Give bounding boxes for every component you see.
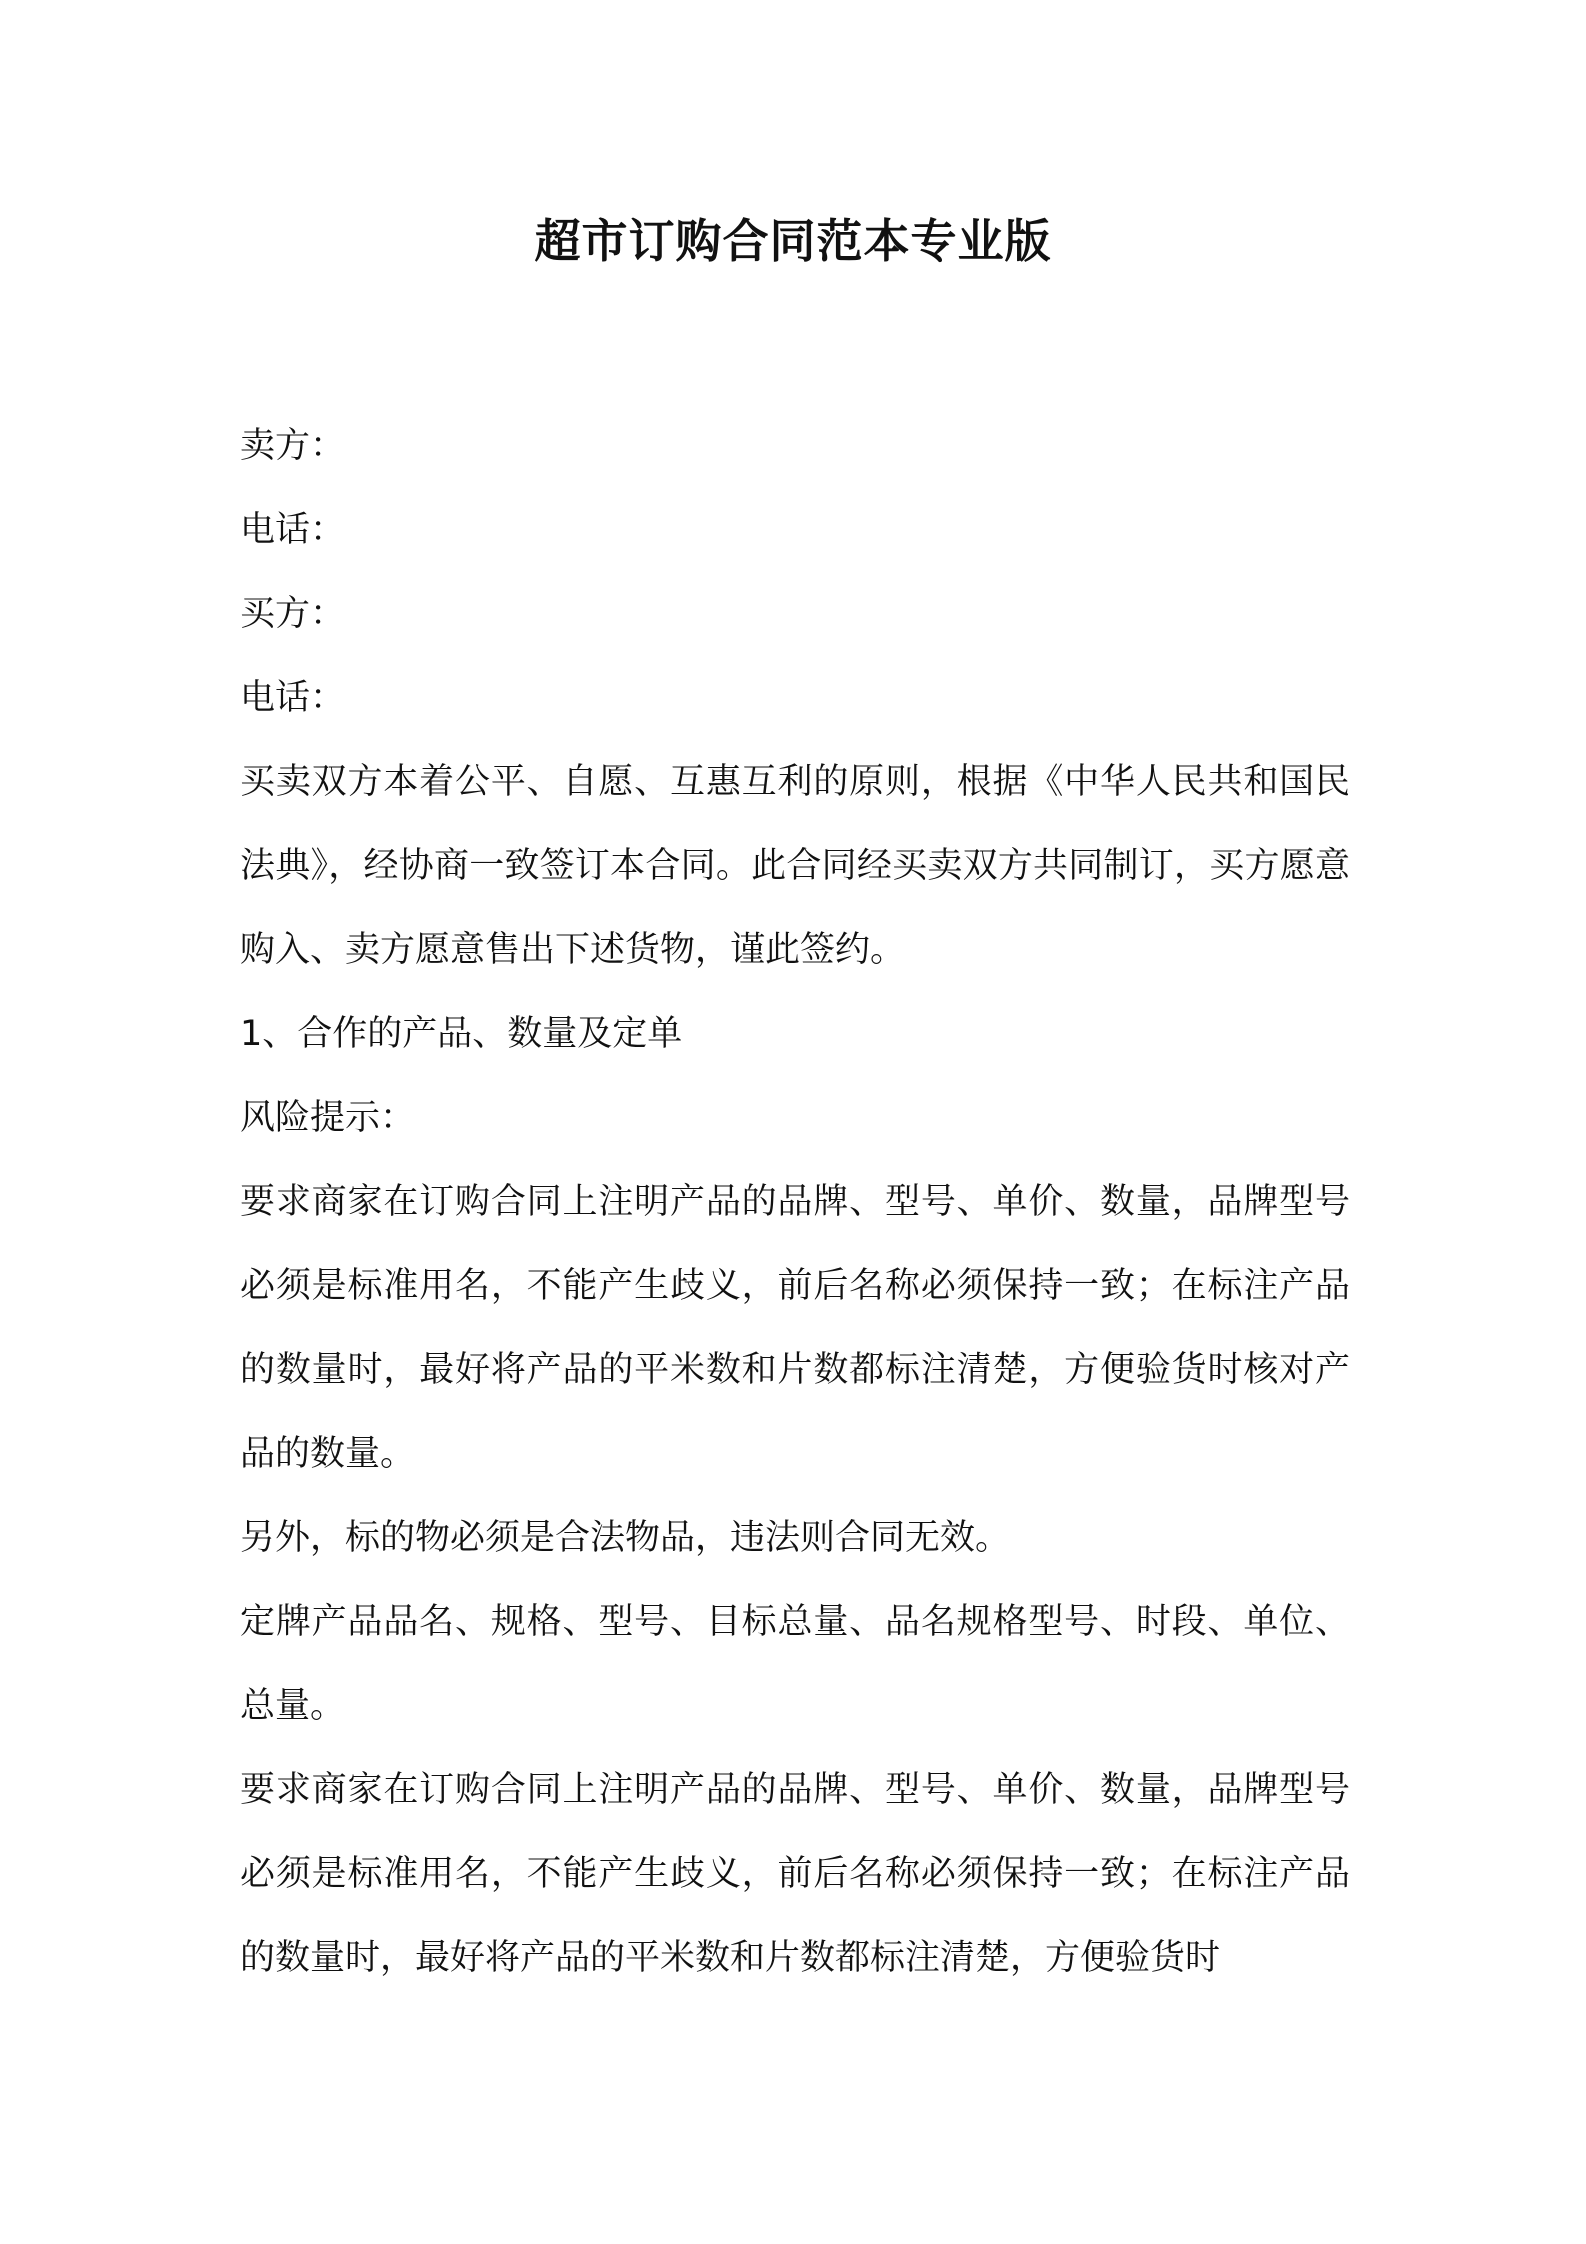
- risk-notice-paragraph: 要求商家在订购合同上注明产品的品牌、型号、单价、数量，品牌型号必须是标准用名，不能产生歧义，前后名称必须保持一致；在标注产品的数量时，最好将产品的平米数和片数都标注清楚，方便验货时核对产品的数量。: [240, 1182, 1350, 1474]
- buyer-field: 买方：: [240, 594, 346, 634]
- document-title: 超市订购合同范本专业版: [534, 214, 1052, 268]
- seller-field: 卖方：: [240, 426, 346, 466]
- repeated-requirement-paragraph: 要求商家在订购合同上注明产品的品牌、型号、单价、数量，品牌型号必须是标准用名，不能产生歧义，前后名称必须保持一致；在标注产品的数量时，最好将产品的平米数和片数都标注清楚，方便验货时: [240, 1770, 1350, 1978]
- section-heading-1: 1、合作的产品、数量及定单: [240, 1014, 683, 1054]
- document-body: [240, 404, 1350, 2000]
- product-spec-paragraph: 定牌产品品名、规格、型号、目标总量、品名规格型号、时段、单位、总量。: [240, 1602, 1350, 1726]
- legality-paragraph: 另外，标的物必须是合法物品，违法则合同无效。: [240, 1518, 1011, 1558]
- seller-phone-field: 电话：: [240, 510, 346, 550]
- buyer-phone-field: 电话：: [240, 678, 346, 718]
- preamble-paragraph: 买卖双方本着公平、自愿、互惠互利的原则，根据《中华人民共和国民法典》，经协商一致签订本合同。此合同经买卖双方共同制订，买方愿意购入、卖方愿意售出下述货物，谨此签约。: [240, 762, 1350, 970]
- risk-notice-label: 风险提示：: [240, 1098, 416, 1138]
